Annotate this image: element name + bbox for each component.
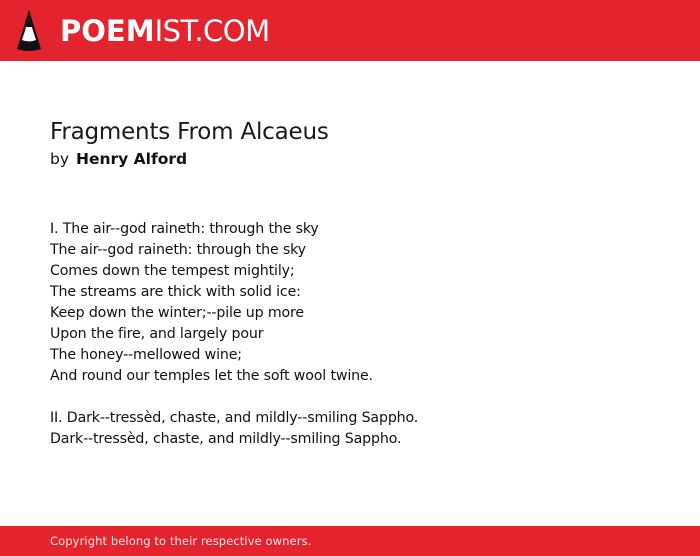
stanza <box>50 219 670 387</box>
site-footer <box>0 526 700 556</box>
brand-light: IST.COM <box>154 13 270 48</box>
poem-line: And round our temples let the soft wool twine. <box>50 368 373 384</box>
poem-title: Fragments From Alcaeus <box>50 119 329 145</box>
poem-line: II. Dark--tressèd, chaste, and mildly--smiling Sappho. <box>50 410 419 426</box>
poem-heading <box>50 117 670 169</box>
poem-line: I. The air--god raineth: through the sky <box>50 221 319 237</box>
stanza <box>50 408 670 450</box>
poem-line: Upon the fire, and largely pour <box>50 326 264 342</box>
poem-line: The honey--mellowed wine; <box>50 347 242 363</box>
poem-line: Dark--tressèd, chaste, and mildly--smiling Sappho. <box>50 431 402 447</box>
poem-body <box>50 219 670 471</box>
byline <box>50 149 670 169</box>
site-logo-link[interactable] <box>16 8 270 54</box>
poem-line: Comes down the tempest mightily; <box>50 263 295 279</box>
poem-line: The streams are thick with solid ice: <box>50 284 301 300</box>
by-label: by <box>50 150 70 168</box>
author-name: Henry Alford <box>76 150 188 168</box>
brand-bold: POEM <box>60 13 155 48</box>
pencil-tip-icon <box>16 9 42 53</box>
poem-line: The air--god raineth: through the sky <box>50 242 306 258</box>
poem-line: Keep down the winter;--pile up more <box>50 305 304 321</box>
site-header <box>0 0 700 61</box>
copyright-notice: Copyright belong to their respective owners. <box>50 534 312 548</box>
brand-wordmark <box>60 13 270 48</box>
